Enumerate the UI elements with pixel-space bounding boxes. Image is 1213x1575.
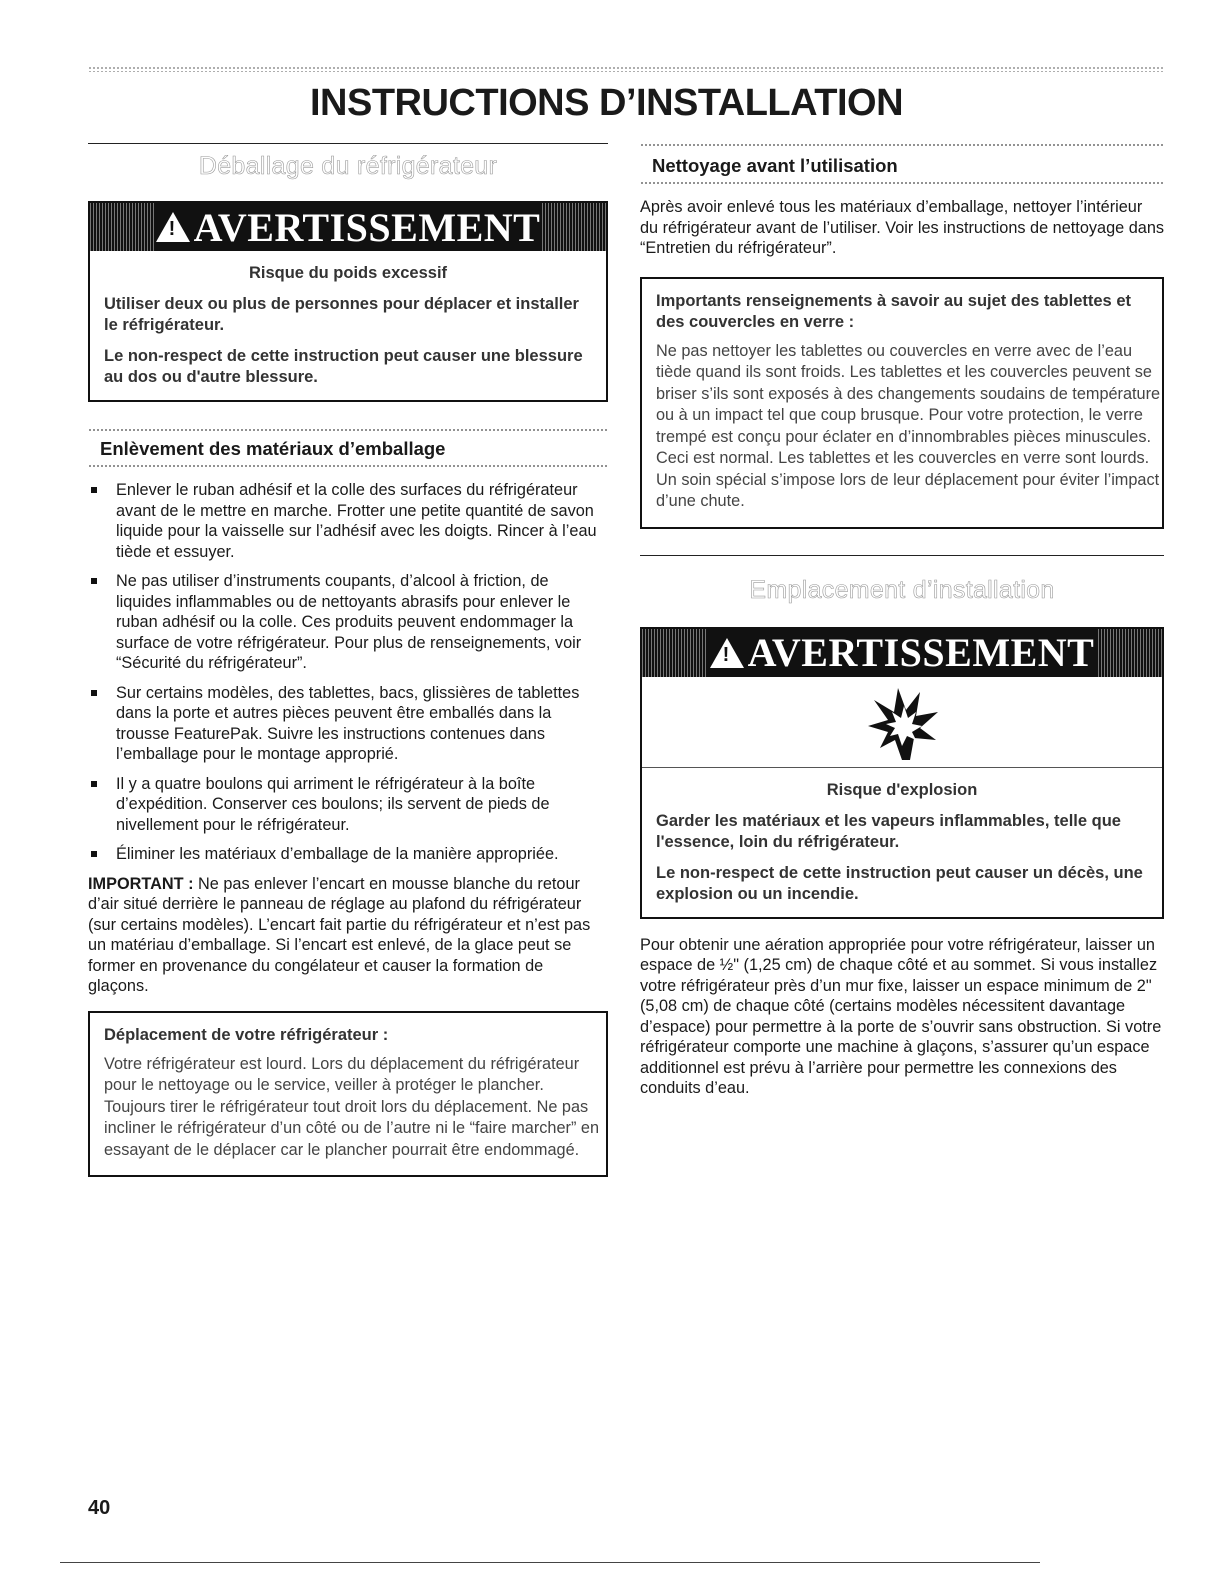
warning-banner — [90, 203, 606, 251]
section-rule — [88, 143, 608, 144]
note-title: Importants renseignements à savoir au sujet des tablettes et des couvercles en verre : — [656, 291, 1131, 331]
packing-list — [88, 480, 608, 865]
section-heading-unpacking: Déballage du réfrigérateur — [198, 152, 498, 180]
warning-consequence: Le non-respect de cette instruction peut causer un décès, une explosion ou un incendie. — [656, 863, 1143, 903]
important-label: IMPORTANT : — [88, 874, 194, 893]
warning-instruction: Utiliser deux ou plus de personnes pour déplacer et installer le réfrigérateur. — [104, 295, 579, 334]
list-item: Il y a quatre boulons qui arriment le réfrigérateur à la boîte d’expédition. Conserver ces boulons; ils servent de pieds de nivellement pour le réfrigérateur. — [88, 774, 608, 836]
warning-risk: Risque du poids excessif — [248, 264, 448, 282]
section-rule — [640, 555, 1164, 556]
warning-consequence: Le non-respect de cette instruction peut causer une blessure au dos ou d'autre blessure. — [104, 347, 583, 386]
important-text: Ne pas enlever l’encart en mousse blanche du retour d’air situé derrière le panneau de réglage au plafond du réfrigérateur (sur certains modèles). L’encart fait partie du réfrigérateur et n’est pas un matériau d’emballage. Si l’encart est enlevé, de la glace peut se former en provenance du congélateur et causer la formation de glaçons. — [88, 874, 591, 995]
note-body: Votre réfrigérateur est lourd. Lors du déplacement du réfrigérateur pour le nettoyage ou le service, veiller à protéger le plancher. Toujours tirer le réfrigérateur tout droit lors du déplacement. Ne pas incliner le réfrigérateur d’un côté ou de l’autre ni le “faire marcher” en essayant de le déplacer car le plancher pourrait être endommagé. — [104, 1054, 600, 1159]
warning-instruction: Garder les matériaux et les vapeurs inflammables, telle que l'essence, loin du réfrigérateur. — [656, 811, 1121, 851]
dotted-rule — [88, 464, 608, 468]
note-title: Déplacement de votre réfrigérateur : — [104, 1025, 389, 1044]
top-dotted-rule — [88, 66, 1164, 72]
note-box-glass — [640, 277, 1164, 529]
right-column — [640, 143, 1164, 1099]
list-item: Éliminer les matériaux d’emballage de la manière appropriée. — [88, 844, 608, 865]
dotted-rule — [88, 428, 608, 432]
location-paragraph: Pour obtenir une aération appropriée pour votre réfrigérateur, laisser un espace de ½" (1,25 cm) de chaque côté et au sommet. Si vous installez votre réfrigérateur près d’un mur fixe, laisser un espace minimum de 2" (5,08 cm) de chaque côté (certains modèles nécessitent davantage d’espace) pour permettre à la porte de s’ouvrir sans obstruction. Si votre réfrigérateur comporte une machine à glaçons, s’assurer qu’un espace additionnel est prévu à l’arrière pour permettre les connexions des conduits d’eau. — [640, 935, 1162, 1097]
warning-label: AVERTISSEMENT — [747, 630, 1095, 675]
warning-risk: Risque d'explosion — [826, 780, 978, 799]
subsection-title-cleaning: Nettoyage avant l’utilisation — [652, 155, 898, 176]
subsection-title-packing: Enlèvement des matériaux d’emballage — [100, 438, 446, 459]
note-box-moving — [88, 1011, 608, 1178]
dotted-rule — [640, 143, 1164, 147]
section-heading-location: Emplacement d’installation — [749, 575, 1055, 604]
page-number: 40 — [88, 1497, 111, 1519]
warning-box-weight — [88, 201, 608, 402]
list-item: Enlever le ruban adhésif et la colle des surfaces du réfrigérateur avant de le mettre en marche. Frotter une petite quantité de savon liquide pour la vaisselle sur l’adhésif avec les doigts. Rincer à l’eau tiède et essuyer. — [88, 480, 608, 562]
important-paragraph — [88, 874, 608, 997]
note-body: Ne pas nettoyer les tablettes ou couvercles en verre avec de l’eau tiède quand ils sont froids. Les tablettes et les couvercles peuvent se briser s’ils sont exposés à des changements soudains de température ou à un impact tel que coup brusque. Pour votre protection, le verre trempé est conçu pour éclater en d’innombrables pièces minuscules. Ceci est normal. Les tablettes et les couvercles en verre sont lourds. Un soin spécial s’impose lors de leur déplacement pour éviter l’impact d’une chute. — [656, 341, 1161, 510]
warning-box-explosion — [640, 627, 1164, 919]
page-title: INSTRUCTIONS D’INSTALLATION — [309, 82, 904, 124]
explosion-icon — [862, 682, 942, 762]
explosion-symbol-area — [642, 677, 1162, 768]
dotted-rule — [640, 181, 1164, 185]
warning-label: AVERTISSEMENT — [193, 204, 541, 250]
warning-banner — [642, 629, 1162, 677]
warning-triangle-icon: ! — [710, 638, 744, 668]
warning-triangle-icon: ! — [156, 212, 190, 242]
list-item: Ne pas utiliser d’instruments coupants, d’alcool à friction, de liquides inflammables ou de nettoyants abrasifs pour enlever le ruban adhésif ou la colle. Ces produits peuvent endommager la surface de votre réfrigérateur. Pour plus de renseignements, voir “Sécurité du réfrigérateur”. — [88, 571, 608, 674]
left-column — [88, 143, 608, 1177]
list-item: Sur certains modèles, des tablettes, bacs, glissières de tablettes dans la porte et autres pièces peuvent être emballés dans la trousse FeaturePak. Suivre les instructions contenues dans l’emballage pour le montage approprié. — [88, 683, 608, 765]
cleaning-paragraph: Après avoir enlevé tous les matériaux d’emballage, nettoyer l’intérieur du réfrigérateur avant de l’utiliser. Voir les instructions de nettoyage dans “Entretien du réfrigérateur”. — [640, 198, 1165, 257]
bottom-rule — [60, 1562, 1040, 1563]
